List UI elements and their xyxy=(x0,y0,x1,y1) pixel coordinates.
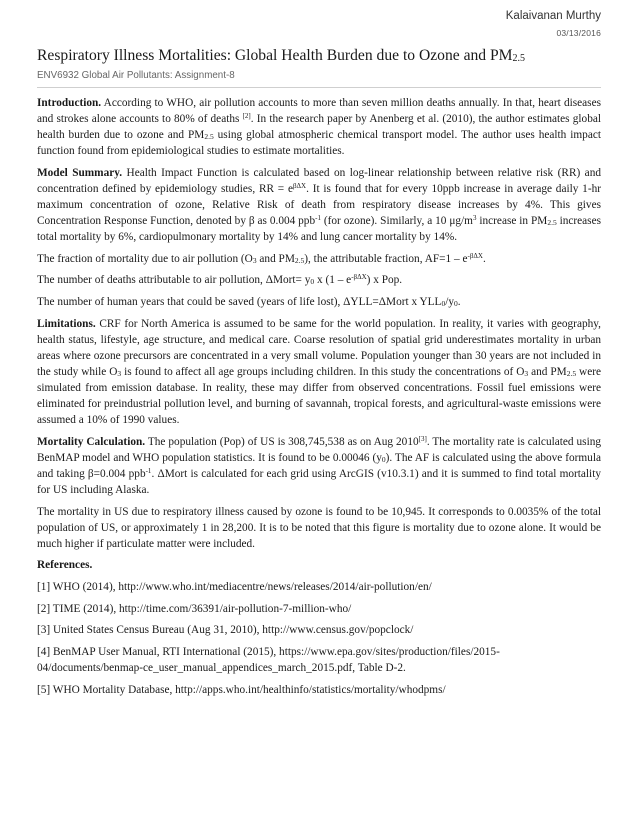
superscript: -1 xyxy=(315,214,321,223)
deaths-text: The number of deaths attributable to air pollution, ΔMort= y xyxy=(37,274,311,287)
calc-text: . ΔMort is calculated for each grid using ArcGIS (v10.3.1) and it is summed to find total mortality for US including Alaska. xyxy=(37,467,601,497)
model-text: Health Impact Function is calculated based on log-linear relationship between relative risk (RR) and concentration defined by epidemiology studies, RR = e xyxy=(37,166,601,195)
model-text: increase in PM xyxy=(476,215,548,228)
reference-item: [4] BenMAP User Manual, RTI International (2015), https://www.epa.gov/sites/production/files/2015-04/documents/benmap-ce_user_manual_appendices_march_2015.pdf, Table D-2. xyxy=(37,645,500,674)
document-body xyxy=(37,95,601,703)
subscript: 0 xyxy=(454,299,458,309)
reference-item: [5] WHO Mortality Database, http://apps.who.int/healthinfo/statistics/mortality/whodpms/ xyxy=(37,683,446,696)
calc-text: ). The AF is calculated using the above formula and taking β=0.004 ppb xyxy=(37,451,601,480)
result-paragraph: The mortality in US due to respiratory illness caused by ozone is found to be 10,945. It corresponds to 0.0035% of the total population of US, or approximately 1 in 28,200. It is to be noted that this figure is mortality due to ozone alone. It would be much higher if particulate matter were included. xyxy=(37,505,601,550)
subscript: 3 xyxy=(252,255,257,265)
years-text: . xyxy=(457,296,461,309)
citation: [2] xyxy=(242,112,251,121)
subscript: 2.5 xyxy=(547,218,557,228)
limitations-text: and PM xyxy=(528,365,567,378)
model-text: (for ozone). Similarly, a 10 μg/m xyxy=(320,215,473,228)
limitations-text: CRF for North America is assumed to be same for the world population. In reality, it varies with geography, health status, lifestyle, age structure, and medical care. Coarse resolution of spatial grid underestimates mortality in urban areas where ozone precursors are concentrated in a very small volume. Population younger than 30 years are not included in the study while O xyxy=(37,317,601,378)
subscript: 3 xyxy=(117,368,122,378)
reference-item: [3] United States Census Bureau (Aug 31, 2010), http://www.census.gov/popclock/ xyxy=(37,624,414,637)
fraction-text: ), the attributable fraction, AF=1 – e xyxy=(304,252,468,265)
subscript: 0 xyxy=(441,299,446,309)
subscript: 2.5 xyxy=(566,368,577,378)
superscript: -1 xyxy=(145,466,152,475)
superscript: 3 xyxy=(472,214,477,223)
subscript: 0 xyxy=(381,454,386,464)
attributable-fraction-paragraph xyxy=(37,251,601,267)
reference-item: [2] TIME (2014), http://time.com/36391/air-pollution-7-million-who/ xyxy=(37,602,352,615)
calc-text: . The mortality rate is calculated using BenMAP model and WHO population statistics. It is found to be 0.00046 (y xyxy=(37,435,601,464)
deaths-text: ) x Pop. xyxy=(366,274,403,287)
subscript: 2.5 xyxy=(204,132,214,142)
limitations-paragraph xyxy=(37,316,601,429)
limitations-text: is found to affect all age groups including children. In this study the concentrations of O xyxy=(121,365,525,378)
model-summary-heading: Model Summary. xyxy=(37,166,123,179)
deaths-text: x (1 – e xyxy=(314,274,352,287)
fraction-text: . xyxy=(482,252,486,265)
intro-paragraph xyxy=(37,95,601,159)
model-text: . It is found that for every 10ppb increase in average daily 1-hr maximum concentration of ozone, Relative Risk of death from respiratory disease increases by 4%. This gives Concentration Response Function, denoted by β as 0.004 ppb xyxy=(37,182,601,228)
model-text: increases total mortality by 6%, cardiopulmonary mortality by 14% and lung cancer mortality by 14%. xyxy=(37,215,601,244)
years-text: The number of human years that could be saved (years of life lost), ΔYLL=ΔMort x YLL xyxy=(37,296,442,309)
calc-text: The population (Pop) of US is 308,745,538 as on Aug 2010 xyxy=(145,435,419,448)
limitations-heading: Limitations. xyxy=(37,317,96,330)
fraction-text: and PM xyxy=(256,252,295,265)
fraction-text: The fraction of mortality due to air pollution (O xyxy=(37,252,253,265)
mortality-calculation-heading: Mortality Calculation. xyxy=(37,435,146,448)
subscript: 3 xyxy=(524,368,529,378)
superscript: -βΔX xyxy=(351,273,367,282)
intro-heading: Introduction. xyxy=(37,97,102,109)
superscript: βΔX xyxy=(292,181,307,190)
years-saved-paragraph xyxy=(37,294,601,310)
author-name: Kalaivanan Murthy xyxy=(505,10,601,22)
mortality-calculation-paragraph xyxy=(37,434,601,498)
intro-text: using global atmospheric chemical transport model. The author uses health impact function found from epidemiological studies to estimate mortalities. xyxy=(37,129,601,158)
superscript: -βΔX xyxy=(467,251,483,260)
subscript: 0 xyxy=(310,277,315,287)
years-text: /y xyxy=(445,296,455,309)
intro-text: . In the research paper by Anenberg et al. (2010), the author estimates global health burden due to ozone and PM xyxy=(37,113,601,142)
deaths-formula-paragraph xyxy=(37,272,601,288)
document-title xyxy=(37,47,525,65)
document-date: 03/13/2016 xyxy=(556,28,601,38)
reference-item: [1] WHO (2014), http://www.who.int/mediacentre/news/releases/2014/air-pollution/en/ xyxy=(37,581,432,594)
references-heading: References. xyxy=(37,559,93,572)
header-divider xyxy=(37,87,601,88)
citation: [3] xyxy=(418,434,427,443)
subscript: 2.5 xyxy=(294,255,305,265)
course-subtitle: ENV6932 Global Air Pollutants: Assignment-8 xyxy=(37,70,235,81)
intro-text: According to WHO, air pollution accounts to more than seven million deaths annually. In that, heart diseases and strokes alone accounts to 80% of deaths xyxy=(37,97,601,126)
title-text: Respiratory Illness Mortalities: Global Health Burden due to Ozone and PM xyxy=(37,47,513,64)
title-subscript: 2.5 xyxy=(512,53,526,64)
model-summary-paragraph xyxy=(37,165,601,245)
limitations-text: were simulated from emission database. In reality, these may differ from observed concentrations. Fossil fuel emissions were eliminated for preindustrial pollution level, and burning of savannah, tropical forests, and agricultural-waste emissions were assumed a 10% of 1990 values. xyxy=(37,365,601,427)
